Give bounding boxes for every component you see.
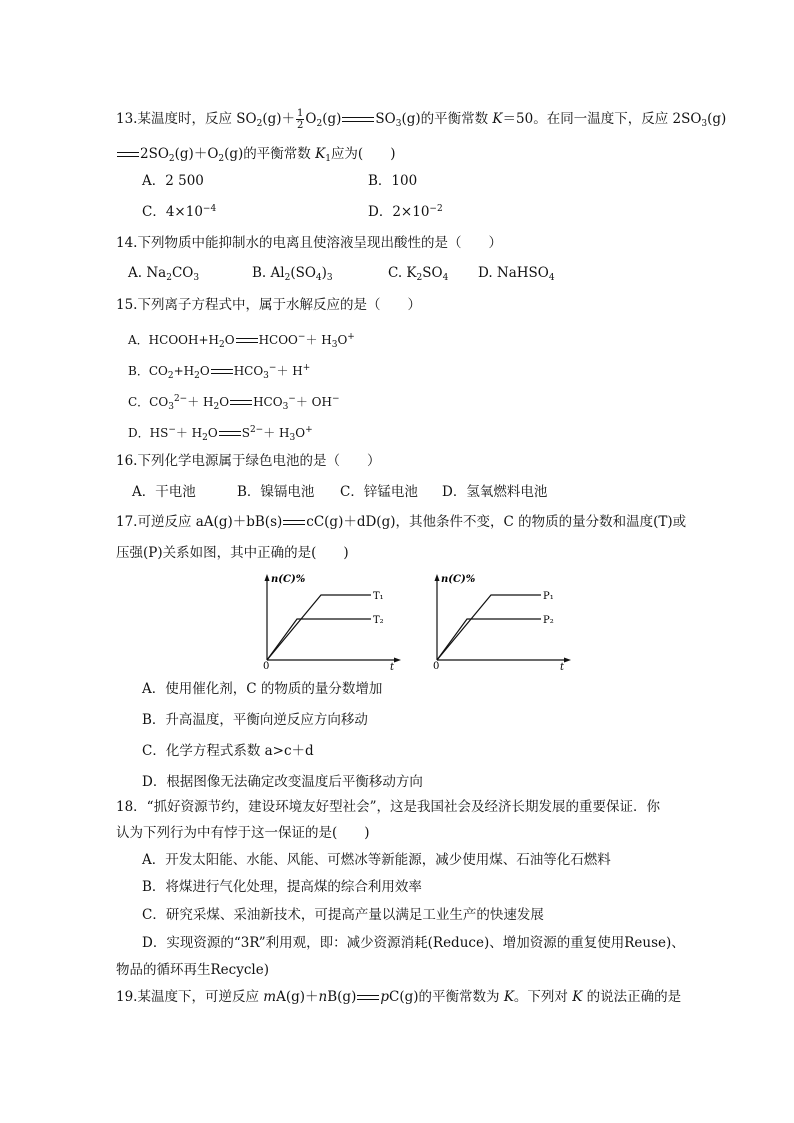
q17-graph1-ylabel: n(C)% (271, 574, 306, 585)
q15-stem: 15.下列离子方程式中，属于水解反应的是（ ） (116, 297, 421, 313)
q13-stem-line1: 13.某温度时，反应 $SO_2(g)+$ $\frac{1}{2}$ $O_2(g)$ $SO_3(g)$的平衡常数 K＝50。在同一温度下，反应 $2SO_3(g)$ (116, 108, 727, 131)
q16-stem: 16.下列化学电源属于绿色电池的是（ ） (116, 453, 381, 469)
q18-option-c: C．研究采煤、采油新技术，可提高产量以满足工业生产的快速发展 (142, 907, 544, 923)
q15-option-d: D．$HS^-+ H_2O$ $S^{2-}+ H_3O^+$ (128, 425, 313, 443)
q13-stem-line2: $2SO_2(g)+O_2(g)$的平衡常数 $K_1$应为( ) (116, 145, 395, 168)
q14-stem: 14.下列物质中能抑制水的电离且使溶液呈现出酸性的是（ ） (116, 235, 502, 251)
q17-graph1-origin: 0 (263, 661, 270, 670)
q14-option-c: C. $K_2SO_4$ (388, 265, 449, 283)
q18-option-d-cont: 物品的循环再生Recycle) (116, 962, 269, 978)
q14-option-d: D. NaHSO$_4$ (478, 265, 555, 283)
q17-graph1-label-bottom: T₂ (373, 615, 384, 626)
equilibrium-arrow-icon (283, 518, 305, 528)
q18-option-d: D．实现资源的“3R”利用观，即：减少资源消耗(Reduce)、增加资源的重复使用Reuse)、 (142, 935, 685, 951)
q16-option-a: A．干电池 (132, 484, 196, 500)
q17-graph2-label-bottom: P₂ (543, 615, 554, 626)
q17-graph1-label-top: T₁ (373, 591, 384, 602)
q17-graph2-ylabel: n(C)% (441, 574, 476, 585)
q17-option-d: D．根据图像无法确定改变温度后平衡移动方向 (142, 774, 423, 790)
equilibrium-arrow-icon (211, 367, 233, 377)
q17-graph2-label-top: P₁ (543, 591, 554, 602)
q18-option-b: B．将煤进行气化处理，提高煤的综合利用效率 (142, 879, 422, 895)
equilibrium-arrow-icon (219, 429, 241, 439)
q18-option-a: A．开发太阳能、水能、风能、可燃冰等新能源，减少使用煤、石油等化石燃料 (142, 852, 611, 868)
equilibrium-arrow-icon (117, 150, 139, 160)
q17-option-c: C．化学方程式系数 a>c＋d (142, 743, 314, 759)
q17-stem-line1: 17.可逆反应 aA(g)＋bB(s) cC(g)＋dD(g)，其他条件不变，C 的物质的量分数和温度(T)或 (116, 514, 687, 530)
q17-graph1-xlabel: t (390, 662, 395, 670)
q17-graph2-origin: 0 (433, 661, 440, 670)
equilibrium-arrow-icon (342, 115, 374, 125)
q16-option-b: B．镍镉电池 (237, 484, 315, 500)
q17-option-a: A．使用催化剂，C 的物质的量分数增加 (142, 681, 383, 697)
equilibrium-arrow-icon (230, 398, 252, 408)
equilibrium-arrow-icon (236, 336, 258, 346)
equilibrium-arrow-icon (357, 993, 379, 1003)
q17-graph-pressure (425, 570, 575, 670)
q17-stem-line2: 压强(P)关系如图，其中正确的是( ) (116, 545, 349, 561)
q13-option-d: D．$2\times 10^{-2}$ (368, 204, 443, 220)
q15-option-b: B．$CO_2+H_2O$ $HCO_3^-+ H^+$ (128, 363, 311, 381)
q16-option-c: C．锌锰电池 (340, 484, 418, 500)
q18-stem-line2: 认为下列行为中有悖于这一保证的是( ) (116, 825, 370, 841)
q13-option-a: A．2 500 (142, 173, 204, 189)
q15-option-a: A．$HCOOH+H_2O$ HCOO−＋ $H_3O^+$ (128, 332, 355, 350)
fraction-one-half: $\frac{1}{2}$ (297, 108, 304, 131)
q17-option-b: B．升高温度，平衡向逆反应方向移动 (142, 712, 368, 728)
q15-option-c: C．$CO_3^{2-}+ H_2O$ $HCO_3^-+ OH^-$ (128, 394, 340, 412)
q18-stem-line1: 18．“抓好资源节约，建设环境友好型社会”，这是我国社会及经济长期发展的重要保证．你 (116, 799, 660, 815)
q17-graph-temperature (255, 570, 405, 670)
q14-option-b: B. $Al_2(SO_4)_3$ (252, 265, 333, 283)
q19-stem: 19.某温度下，可逆反应 mA(g)＋nB(g) pC(g)的平衡常数为 K。下列对 K 的说法正确的是 (116, 989, 682, 1005)
q14-option-a: A. $Na_2CO_3$ (128, 265, 200, 283)
q17-graph2-xlabel: t (560, 662, 565, 670)
q13-option-c: C．$4\times 10^{-4}$ (142, 204, 217, 220)
q16-option-d: D．氢氧燃料电池 (442, 484, 548, 500)
q13-option-b: B．100 (368, 173, 418, 189)
